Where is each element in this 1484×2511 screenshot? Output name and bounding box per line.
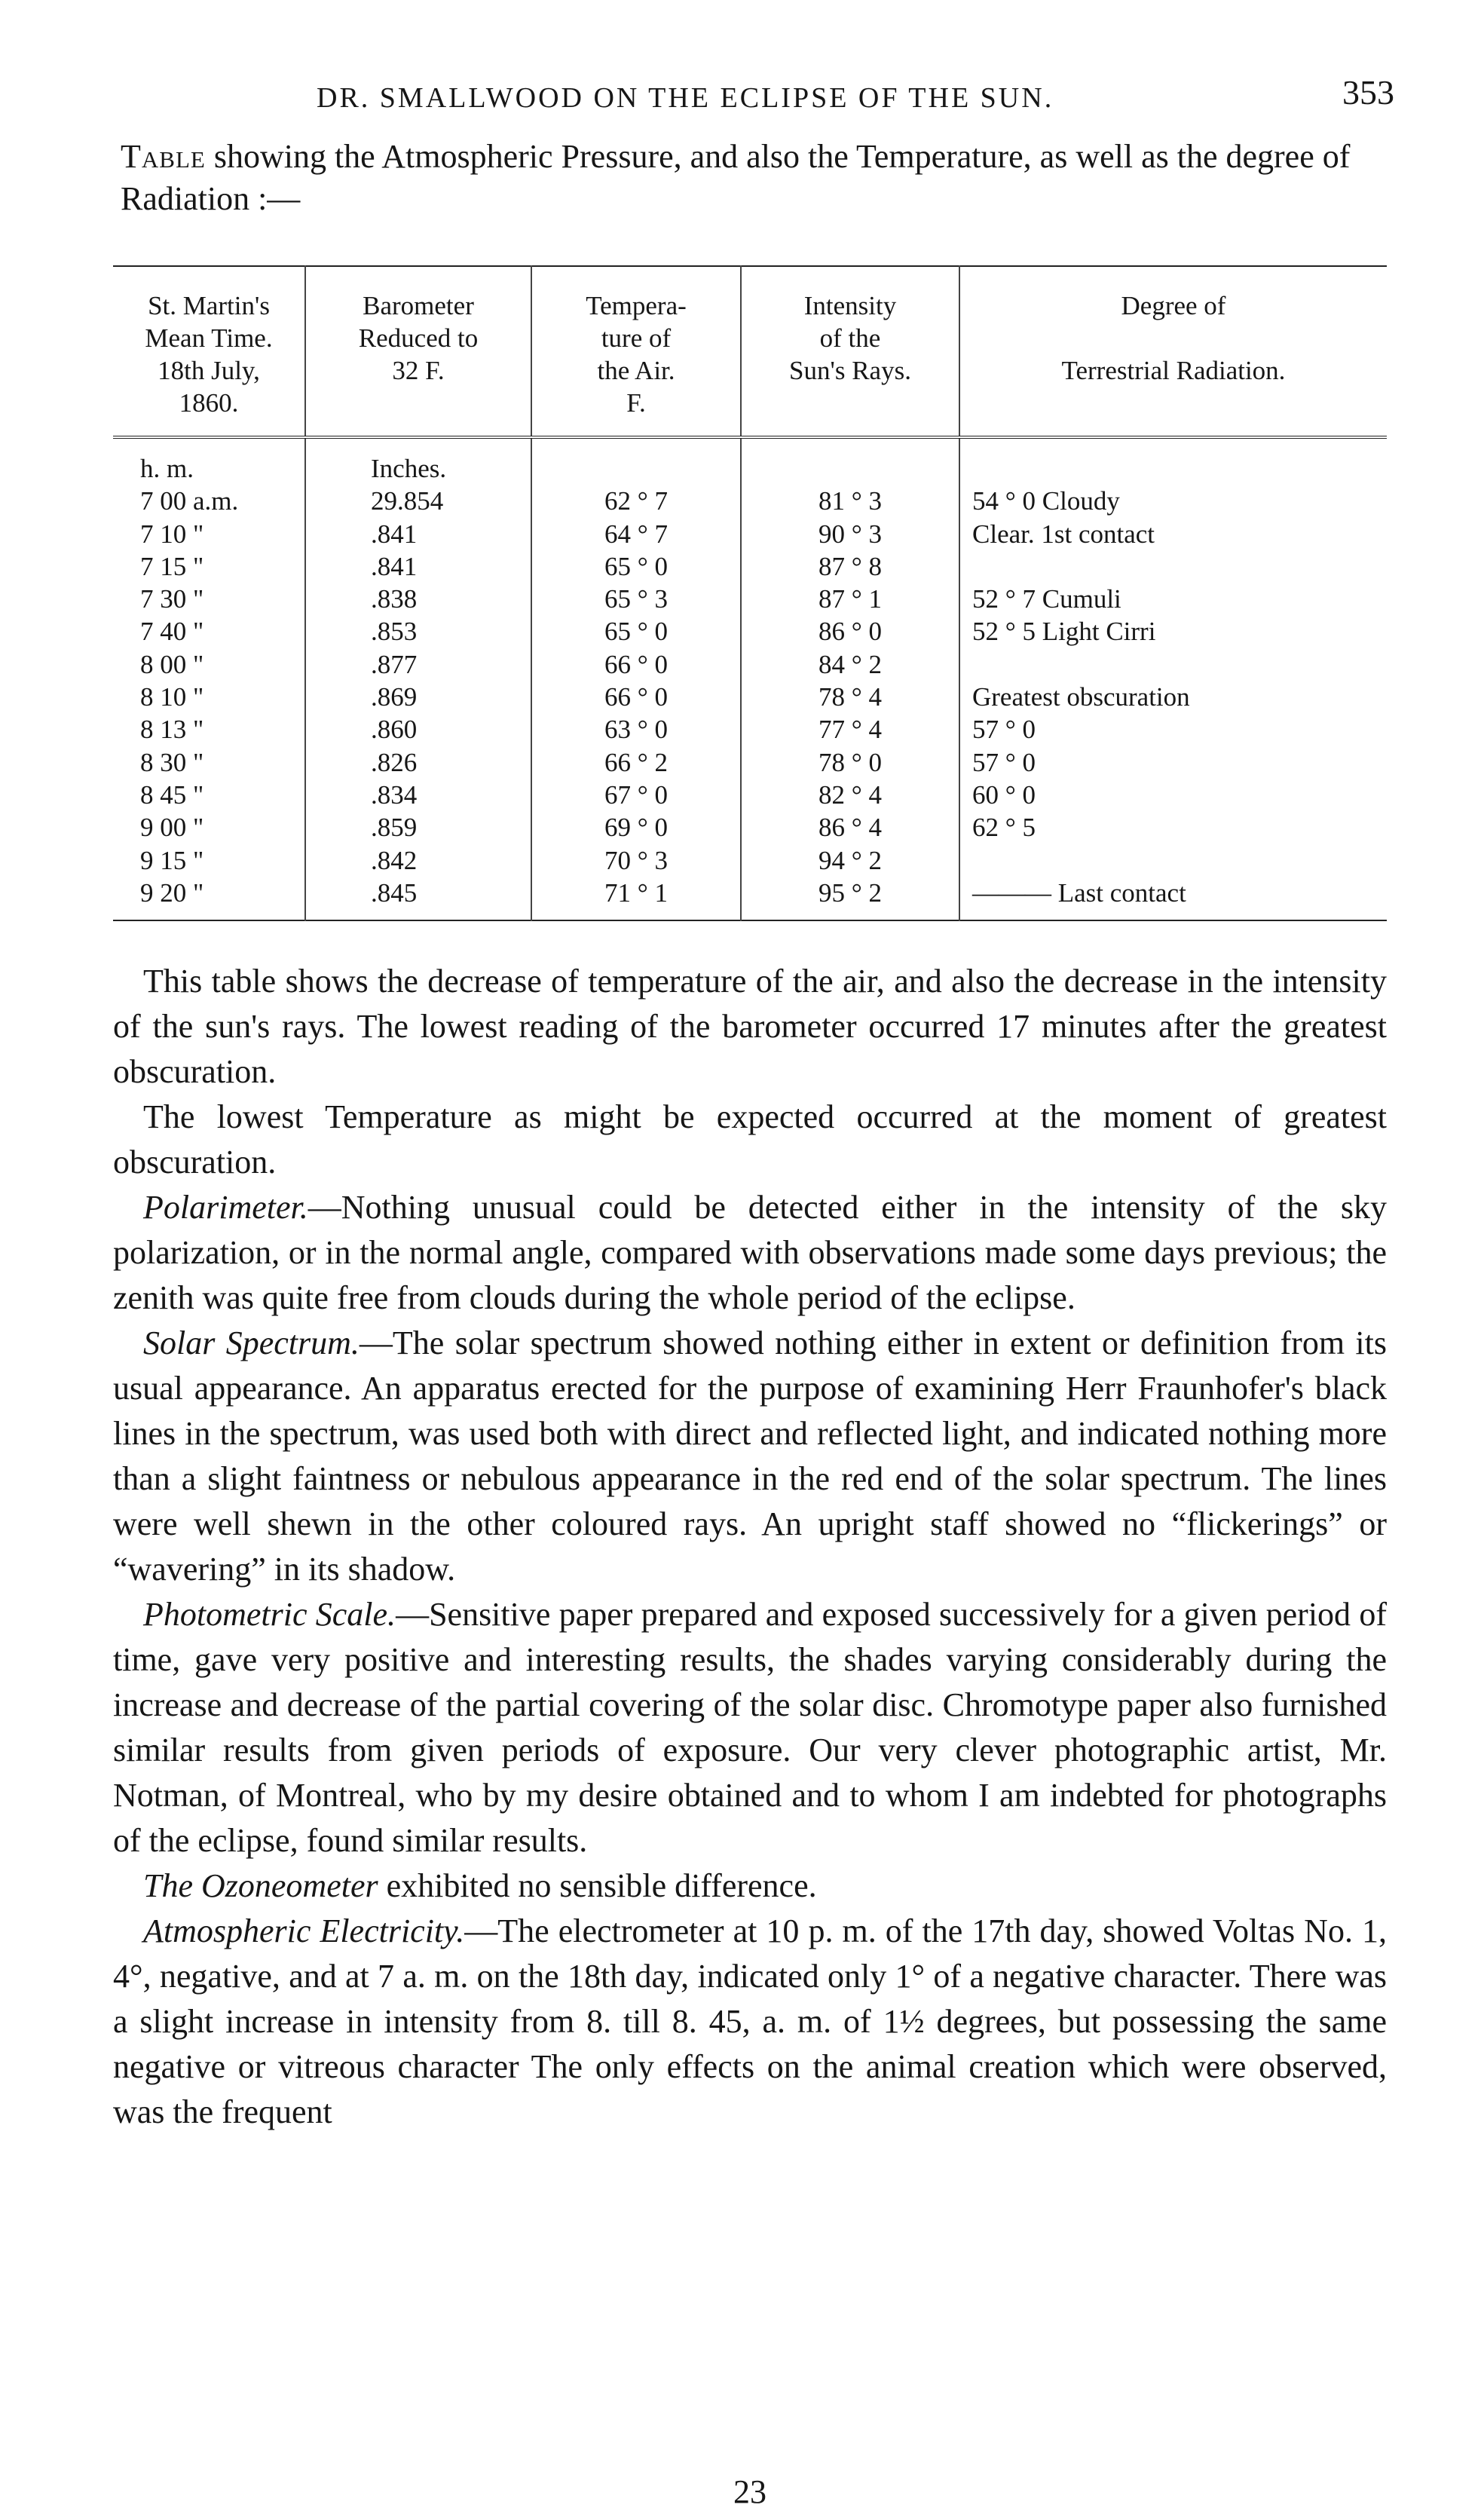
cell-intensity: 87 ° 1 xyxy=(741,583,959,615)
paragraph-text: —The solar spectrum showed nothing either in extent or definition from its usual appearance. An apparatus erected for the purpose of examining Herr Fraunhofer's black lines in the spectrum, was used both with direct and reflected light, and indicated nothing more than a slight faintness or nebulous appearance in the red end of the solar spectrum. The lines were well shewn in the other coloured rays. An upright staff showed no “flickerings” or “wavering” in its shadow. xyxy=(113,1324,1387,1588)
cell-barometer: .853 xyxy=(305,615,531,648)
body-paragraph xyxy=(113,1321,1387,1592)
cell-temperature: 65 ° 3 xyxy=(531,583,741,615)
cell-intensity: 94 ° 2 xyxy=(741,844,959,877)
paragraph-label: Polarimeter. xyxy=(143,1189,308,1226)
table-row xyxy=(113,518,1387,550)
cell-intensity xyxy=(741,437,959,485)
col-header-time: St. Martin's Mean Time. 18th July, 1860. xyxy=(113,266,305,437)
body-text xyxy=(113,959,1387,2135)
cell-intensity: 86 ° 0 xyxy=(741,615,959,648)
cell-radiation: 57 ° 0 xyxy=(972,747,1036,777)
col-header-radiation: Degree of Terrestrial Radiation. xyxy=(1061,291,1286,385)
cell-radiation: 57 ° 0 xyxy=(972,715,1036,745)
table-row xyxy=(113,615,1387,648)
body-paragraph xyxy=(113,1863,1387,1909)
cell-barometer: .838 xyxy=(305,583,531,615)
body-paragraph xyxy=(113,1909,1387,2135)
table-row xyxy=(113,877,1387,920)
table-wrap xyxy=(113,265,1387,921)
cell-temperature: 71 ° 1 xyxy=(531,877,741,920)
table-row xyxy=(113,713,1387,746)
table-row xyxy=(113,746,1387,779)
paragraph-label: Solar Spectrum. xyxy=(143,1324,360,1362)
cell-intensity: 90 ° 3 xyxy=(741,518,959,550)
cell-time: 9 00 " xyxy=(113,811,305,844)
cell-barometer: .859 xyxy=(305,811,531,844)
cell-radiation xyxy=(959,648,1387,681)
cell-temperature: 70 ° 3 xyxy=(531,844,741,877)
table-row xyxy=(113,550,1387,583)
table-row xyxy=(113,583,1387,615)
cell-radiation: 52 ° 7 Cumuli xyxy=(972,584,1121,614)
cell-barometer: .841 xyxy=(305,550,531,583)
table-row xyxy=(113,811,1387,844)
cell-radiation: 54 ° 0 Cloudy xyxy=(972,486,1120,516)
table-row xyxy=(113,437,1387,485)
cell-radiation: Clear. 1st contact xyxy=(972,519,1155,549)
cell-time: 9 15 " xyxy=(113,844,305,877)
cell-intensity: 81 ° 3 xyxy=(741,485,959,517)
body-paragraph xyxy=(113,1592,1387,1863)
cell-intensity: 84 ° 2 xyxy=(741,648,959,681)
cell-time: 8 30 " xyxy=(113,746,305,779)
cell-barometer: .841 xyxy=(305,518,531,550)
cell-intensity: 95 ° 2 xyxy=(741,877,959,920)
col-header-barometer: Barometer Reduced to 32 F. xyxy=(305,266,531,437)
cell-barometer: .877 xyxy=(305,648,531,681)
cell-time: 9 20 " xyxy=(113,877,305,920)
cell-intensity: 78 ° 0 xyxy=(741,746,959,779)
cell-barometer: .869 xyxy=(305,681,531,713)
cell-time: 8 13 " xyxy=(113,713,305,746)
paragraph-text: The lowest Temperature as might be expected occurred at the moment of greatest obscuration. xyxy=(113,1098,1387,1181)
table-caption xyxy=(121,136,1387,220)
running-head xyxy=(113,68,1394,122)
paragraph-label: The Ozoneometer xyxy=(143,1867,378,1905)
table-row xyxy=(113,648,1387,681)
paragraph-text: —The electrometer at 10 p. m. of the 17th day, showed Voltas No. 1, 4°, negative, and at 7 a. m. on the 18th day, indicated only 1° of a negative character. There was a slight increase in intensity from 8. till 8. 45, a. m. of 1½ degrees, but possessing the same negative or vitreous character The only effects on the animal creation which were observed, was the frequent xyxy=(113,1912,1387,2131)
cell-intensity: 82 ° 4 xyxy=(741,779,959,811)
cell-barometer: .860 xyxy=(305,713,531,746)
cell-temperature: 65 ° 0 xyxy=(531,550,741,583)
caption-text: showing the Atmospheric Pressure, and also the Temperature, as well as the degree of Radiation :— xyxy=(121,138,1351,217)
cell-time: h. m. xyxy=(113,437,305,485)
cell-radiation: Greatest obscuration xyxy=(972,682,1190,712)
cell-barometer: Inches. xyxy=(305,437,531,485)
paragraph-text: This table shows the decrease of temperature of the air, and also the decrease in the intensity of the sun's rays. The lowest reading of the barometer occurred 17 minutes after the greatest obscuration. xyxy=(113,963,1387,1091)
body-paragraph xyxy=(113,959,1387,1095)
cell-time: 7 15 " xyxy=(113,550,305,583)
cell-time: 7 00 a.m. xyxy=(113,485,305,517)
cell-temperature: 62 ° 7 xyxy=(531,485,741,517)
cell-barometer: .845 xyxy=(305,877,531,920)
cell-barometer: 29.854 xyxy=(305,485,531,517)
cell-time: 7 40 " xyxy=(113,615,305,648)
page xyxy=(113,68,1394,2510)
cell-radiation xyxy=(959,550,1387,583)
cell-time: 7 10 " xyxy=(113,518,305,550)
cell-temperature: 66 ° 0 xyxy=(531,648,741,681)
page-number: 353 xyxy=(1342,73,1394,112)
table-body xyxy=(113,437,1387,920)
cell-radiation: 62 ° 5 xyxy=(972,813,1036,843)
cell-time: 8 00 " xyxy=(113,648,305,681)
cell-time: 7 30 " xyxy=(113,583,305,615)
table-row xyxy=(113,779,1387,811)
paragraph-label: Atmospheric Electricity. xyxy=(143,1912,465,1950)
cell-time: 8 45 " xyxy=(113,779,305,811)
cell-intensity: 78 ° 4 xyxy=(741,681,959,713)
body-paragraph xyxy=(113,1095,1387,1185)
cell-radiation xyxy=(959,437,1387,485)
table-head xyxy=(113,266,1387,437)
running-title: DR. SMALLWOOD ON THE ECLIPSE OF THE SUN. xyxy=(317,82,1054,114)
paragraph-text: —Sensitive paper prepared and exposed successively for a given period of time, gave very positive and interesting results, the shades varying considerably during the increase and decrease of the partial covering of the solar disc. Chromotype paper also furnished similar results from given periods of exposure. Our very clever photographic artist, Mr. Notman, of Montreal, who by my desire obtained and to whom I am indebted for photographs of the eclipse, found similar results. xyxy=(113,1596,1387,1860)
body-paragraph xyxy=(113,1185,1387,1321)
cell-radiation: 52 ° 5 Light Cirri xyxy=(972,617,1156,647)
cell-temperature xyxy=(531,437,741,485)
header-row xyxy=(113,266,1387,437)
table-row xyxy=(113,681,1387,713)
cell-barometer: .826 xyxy=(305,746,531,779)
cell-intensity: 77 ° 4 xyxy=(741,713,959,746)
data-table xyxy=(113,265,1387,921)
cell-barometer: .842 xyxy=(305,844,531,877)
cell-temperature: 65 ° 0 xyxy=(531,615,741,648)
signature-mark: 23 xyxy=(733,2473,766,2510)
col-header-temperature: Tempera- ture of the Air. F. xyxy=(531,266,741,437)
col-header-intensity: Intensity of the Sun's Rays. xyxy=(741,266,959,437)
cell-radiation: ——— Last contact xyxy=(972,877,1186,908)
cell-temperature: 66 ° 0 xyxy=(531,681,741,713)
paragraph-text: —Nothing unusual could be detected either in the intensity of the sky polarization, or in the normal angle, compared with observations made some days previous; the zenith was quite free from clouds during the whole period of the eclipse. xyxy=(113,1189,1387,1317)
cell-barometer: .834 xyxy=(305,779,531,811)
cell-temperature: 67 ° 0 xyxy=(531,779,741,811)
table-row xyxy=(113,485,1387,517)
cell-temperature: 66 ° 2 xyxy=(531,746,741,779)
cell-temperature: 63 ° 0 xyxy=(531,713,741,746)
cell-radiation: 60 ° 0 xyxy=(972,779,1036,810)
cell-intensity: 86 ° 4 xyxy=(741,811,959,844)
paragraph-label: Photometric Scale. xyxy=(143,1596,396,1634)
cell-radiation xyxy=(959,844,1387,877)
cell-temperature: 69 ° 0 xyxy=(531,811,741,844)
cell-time: 8 10 " xyxy=(113,681,305,713)
cell-intensity: 87 ° 8 xyxy=(741,550,959,583)
table-row xyxy=(113,844,1387,877)
caption-lead: Table xyxy=(121,138,206,175)
cell-temperature: 64 ° 7 xyxy=(531,518,741,550)
paragraph-text: exhibited no sensible difference. xyxy=(378,1867,817,1905)
